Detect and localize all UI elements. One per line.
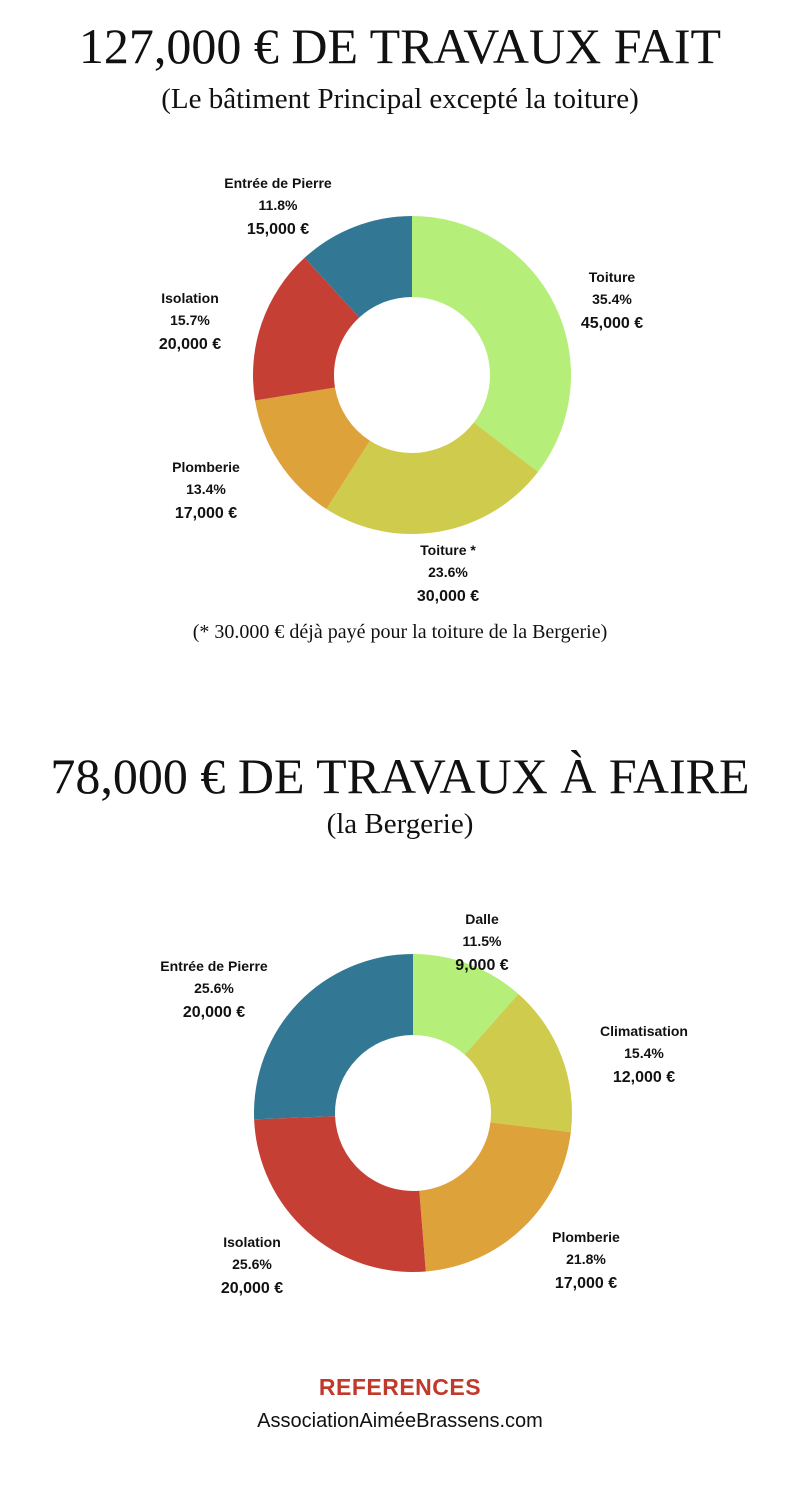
donut-slice-entrée-de-pierre <box>254 954 413 1119</box>
slice-label-name: Isolation <box>161 290 219 306</box>
donut-chart-travaux-fait <box>0 160 800 620</box>
slice-label-name: Plomberie <box>552 1229 620 1245</box>
slice-label-percent: 25.6% <box>194 980 234 996</box>
donut-slice-toiture <box>412 216 571 472</box>
section2-title: 78,000 € DE TRAVAUX À FAIRE <box>50 748 750 804</box>
slice-label-percent: 11.5% <box>462 933 502 949</box>
section1-subtitle: (Le bâtiment Principal excepté la toiture) <box>161 83 639 115</box>
donut-chart-travaux-a-faire <box>0 900 800 1360</box>
slice-label-amount: 12,000 € <box>612 1069 676 1086</box>
slice-label-name: Isolation <box>223 1234 281 1250</box>
slice-label-name: Entrée de Pierre <box>224 175 332 191</box>
slice-label-amount: 17,000 € <box>554 1275 618 1292</box>
slice-label <box>581 269 643 332</box>
section1-footnote: (* 30.000 € déjà payé pour la toiture de la Bergerie) <box>192 621 608 643</box>
slice-label-amount: 17,000 € <box>174 505 238 522</box>
section2-subtitle: (la Bergerie) <box>326 808 474 840</box>
slice-label-percent: 23.6% <box>428 564 468 580</box>
slice-label-amount: 20,000 € <box>158 336 222 353</box>
slice-label-percent: 21.8% <box>566 1251 606 1267</box>
slice-label-amount: 20,000 € <box>182 1004 246 1021</box>
slice-label-percent: 13.4% <box>186 481 226 497</box>
slice-label-name: Plomberie <box>172 459 240 475</box>
slice-label-amount: 9,000 € <box>455 957 509 974</box>
references-url[interactable]: AssociationAiméeBrassens.com <box>257 1410 543 1432</box>
slice-label-name: Toiture <box>588 269 636 285</box>
slice-label-percent: 25.6% <box>232 1256 272 1272</box>
slice-label-amount: 20,000 € <box>220 1280 284 1297</box>
slice-label-amount: 15,000 € <box>246 221 310 238</box>
slice-label <box>455 911 508 974</box>
slice-label <box>552 1229 620 1292</box>
slice-label-percent: 11.8% <box>258 197 298 213</box>
slice-label-name: Dalle <box>465 911 499 927</box>
references-title: REFERENCES <box>318 1374 482 1400</box>
slice-label-amount: 30,000 € <box>416 588 480 605</box>
slice-label <box>221 1234 283 1297</box>
slice-label-percent: 15.4% <box>624 1045 664 1061</box>
slice-label <box>159 290 221 353</box>
slice-label-name: Entrée de Pierre <box>160 958 268 974</box>
slice-label-percent: 35.4% <box>592 291 632 307</box>
donut-slice-plomberie <box>419 1122 571 1271</box>
slice-label <box>160 958 268 1021</box>
slice-label-percent: 15.7% <box>170 312 210 328</box>
donut-chart-svg <box>0 900 800 1360</box>
slice-label <box>600 1023 688 1086</box>
slice-label-name: Climatisation <box>600 1023 688 1039</box>
slice-label-name: Toiture * <box>420 542 476 558</box>
slice-label <box>224 175 332 238</box>
section1-title: 127,000 € DE TRAVAUX FAIT <box>78 18 722 74</box>
donut-chart-svg <box>0 160 800 620</box>
slice-label <box>172 459 240 522</box>
slice-label <box>417 542 479 605</box>
slice-label-amount: 45,000 € <box>580 315 644 332</box>
